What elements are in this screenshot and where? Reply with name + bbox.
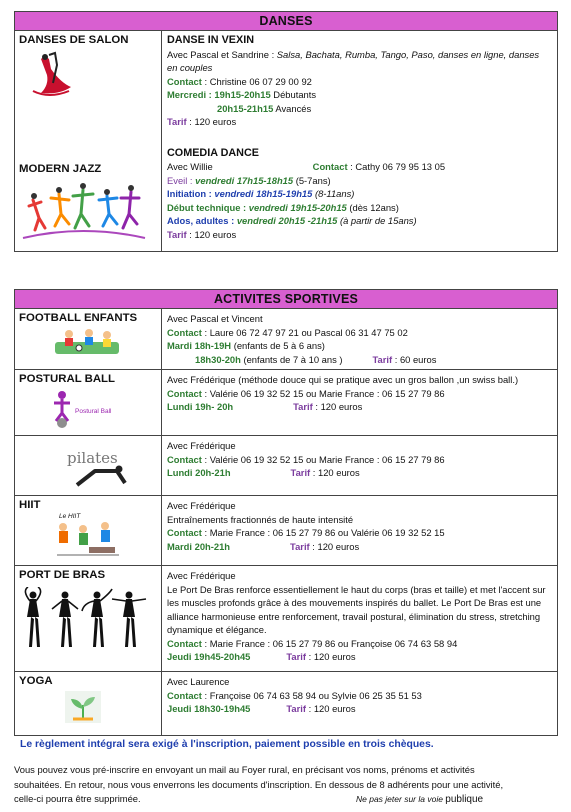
slot-desc: (enfants de 5 à 6 ans) (231, 340, 325, 351)
activity-slot (167, 540, 552, 554)
jazz-dancers-icon (19, 180, 149, 248)
hiit-logo-text: Le HIIT (59, 513, 81, 520)
activity-row-yoga (15, 672, 558, 736)
salon-with: Avec Pascal et Sandrine : (167, 48, 277, 60)
activity-row-football (15, 309, 558, 370)
salon-styles: Salsa, Bachata, Rumba, Tango, Paso, danses en ligne, danses en couples (167, 48, 540, 73)
jazz-with: Avec Willie (167, 161, 213, 172)
slot-time: Mercredi : 19h15-20h15 (167, 89, 271, 100)
contact-value: : Valérie 06 19 32 52 15 ou Marie France : 06 15 27 79 86 (201, 387, 445, 399)
slot-desc: (enfants de 7 à 10 ans ) (240, 353, 343, 365)
activity-with: Avec Frédérique (167, 440, 236, 451)
activity-row-pilates (15, 436, 558, 496)
level-label: Eveil : (167, 174, 196, 186)
level-label: Initiation : (167, 188, 215, 199)
disposal-note (356, 794, 483, 805)
activity-contact (167, 637, 552, 651)
ballet-dancers-icon (19, 587, 153, 657)
hiit-figures-icon (53, 521, 123, 557)
activity-contact (167, 526, 552, 540)
tarif-value: : 120 euros (309, 540, 360, 552)
activity-row-hiit (15, 496, 558, 566)
level-age: (à partir de 15ans) (337, 215, 417, 226)
activity-contact (167, 453, 552, 467)
activity-contact (167, 326, 552, 340)
jazz-line-eveil (167, 174, 552, 188)
jazz-org: COMEDIA DANCE (167, 146, 259, 159)
level-time: vendredi 20h15 -21h15 (236, 215, 338, 226)
salon-contact (167, 75, 552, 89)
postural-ball-icon (51, 389, 73, 429)
pilates-logo-text: pilates (67, 449, 118, 467)
slot-desc: Avancés (273, 102, 312, 114)
activity-name: FOOTBALL ENFANTS (19, 312, 138, 324)
activity-name: YOGA (19, 675, 53, 687)
contact-value: : Marie France : 06 15 27 79 86 ou Françoise 06 74 63 58 94 (201, 637, 458, 649)
payment-rule: Le règlement intégral sera exigé à l'inscription, paiement possible en trois chèques. (20, 739, 434, 750)
activity-name: PORT DE BRAS (19, 569, 106, 581)
tarif-value: : 60 euros (392, 353, 437, 365)
disposal-note-end: publique (445, 794, 484, 805)
salon-org: DANSE IN VEXIN (167, 34, 254, 46)
activity-slot (167, 702, 552, 716)
slot-desc: Débutants (270, 89, 317, 100)
activity-contact (167, 387, 552, 401)
contact-value: : Françoise 06 74 63 58 94 ou Sylvie 06 25 35 51 53 (201, 689, 422, 701)
tarif-label: Tarif (290, 540, 310, 552)
jazz-tarif (167, 228, 552, 242)
slot-time: 20h15-21h15 (217, 102, 274, 114)
level-time: vendredi 19h15-20h15 (248, 201, 347, 213)
activity-desc: Entraînements fractionnés de haute intensité (167, 513, 354, 525)
activity-with: Avec Laurence (167, 676, 230, 687)
activity-slot1 (167, 339, 552, 353)
contact-value: : Marie France : 06 15 27 79 86 ou Valérie 06 19 32 52 15 (201, 527, 445, 538)
jazz-name: MODERN JAZZ (19, 163, 102, 175)
salon-desc (167, 48, 552, 75)
jazz-line-initiation (167, 187, 552, 201)
danses-table (14, 11, 558, 252)
activity-desc: Le Port De Bras renforce essentiellement le haut du corps (bras et taille) et met l'accent sur les muscles profonds grâce à des mouvements inspirés du ballet. Le Port De Bras est une alliance harmonieuse entre renforcement, travail postural, élimination du stress, stretching dynamique et élégance. (167, 583, 546, 635)
activity-contact (167, 689, 552, 703)
level-time: vendredi 18h15-19h15 (214, 188, 313, 199)
tarif-value: : 120 euros (306, 703, 356, 714)
contact-label: Contact (167, 326, 202, 338)
tarif-value: : 120 euros (186, 228, 237, 240)
contact-value: : Christine 06 07 29 00 92 (201, 75, 312, 87)
salon-dancers-icon (19, 51, 79, 101)
tarif-label: Tarif (286, 703, 307, 714)
activity-with: Avec Frédérique (167, 570, 236, 581)
slot-time: Jeudi 19h45-20h45 (167, 651, 251, 662)
jazz-with-contact (167, 160, 552, 174)
tarif-value: : 120 euros (306, 651, 356, 662)
activity-with: Avec Frédérique (méthode douce qui se pratique avec un gros ballon ,un swiss ball.) (167, 374, 519, 385)
level-label: Début technique : (167, 201, 249, 213)
tarif-label: Tarif (372, 353, 393, 365)
tarif-value: : 120 euros (312, 401, 363, 412)
disposal-note-text: Ne pas jeter sur la voie (356, 794, 446, 804)
contact-label: Contact (167, 453, 202, 465)
slot-time: Lundi 19h- 20h (167, 401, 234, 412)
contact-label: Contact (167, 637, 202, 649)
activity-slot (167, 466, 552, 480)
jazz-line-ados (167, 214, 552, 228)
tarif-label: Tarif (167, 116, 187, 127)
slot-time: Mardi 20h-21h (167, 540, 231, 552)
pilates-figure-icon (73, 463, 127, 487)
level-time: vendredi 17h15-18h15 (195, 174, 294, 186)
activity-slot (167, 400, 552, 414)
tarif-value: : 120 euros (186, 116, 237, 127)
tarif-label: Tarif (286, 651, 307, 662)
football-kids-icon (55, 326, 119, 354)
contact-label: Contact (167, 387, 202, 399)
postural-logo-text: Postural Ball (75, 408, 112, 415)
level-age: (8-11ans) (312, 188, 355, 199)
activity-with: Avec Frédérique (167, 500, 236, 511)
activity-row-portdebras (15, 566, 558, 672)
activity-slot (167, 650, 552, 664)
tarif-label: Tarif (167, 228, 187, 240)
activity-row-postural (15, 370, 558, 436)
activity-name: HIIT (19, 499, 41, 511)
tarif-label: Tarif (293, 401, 313, 412)
level-label: Ados, adultes : (167, 215, 237, 226)
jazz-line-debut (167, 201, 552, 215)
slot-time: Lundi 20h-21h (167, 467, 231, 478)
activity-name: POSTURAL BALL (19, 373, 115, 385)
level-age: (5-7ans) (293, 174, 331, 186)
salon-slot2 (167, 102, 552, 116)
slot-time: Jeudi 18h30-19h45 (167, 703, 251, 714)
activity-with: Avec Pascal et Vincent (167, 313, 263, 324)
salon-name: DANSES DE SALON (19, 34, 129, 46)
sports-header: ACTIVITES SPORTIVES (15, 290, 558, 309)
yoga-plant-icon (65, 691, 101, 723)
danses-left-col (15, 31, 162, 252)
slot-time: 18h30-20h (195, 353, 241, 365)
contact-label: Contact (312, 161, 348, 172)
registration-info: Vous pouvez vous pré-inscrire en envoyant un mail au Foyer rural, en précisant vos noms, prénoms et activités souhaitées. En retour, nous vous enverrons les documents d'inscription. En dessous de 8 adhérents pour une activité, celle-ci pourra être supprimée. (14, 764, 504, 804)
tarif-value: : 120 euros (310, 467, 360, 478)
salon-slot1 (167, 88, 552, 102)
slot-time: Mardi 18h-19H (167, 340, 232, 351)
contact-label: Contact (167, 689, 202, 701)
sports-table (14, 289, 558, 736)
salon-tarif (167, 115, 552, 129)
contact-label: Contact (167, 75, 202, 87)
contact-label: Contact (167, 527, 202, 538)
contact-value: : Cathy 06 79 95 13 05 (347, 161, 446, 172)
level-age: (dès 12ans) (346, 201, 399, 213)
contact-value: : Laure 06 72 47 97 21 ou Pascal 06 31 47 75 02 (201, 326, 408, 338)
activity-slot2 (167, 353, 552, 367)
danses-right-col (162, 31, 558, 252)
contact-value: : Valérie 06 19 32 52 15 ou Marie France : 06 15 27 79 86 (201, 453, 445, 465)
tarif-label: Tarif (290, 467, 311, 478)
danses-header: DANSES (15, 12, 558, 31)
